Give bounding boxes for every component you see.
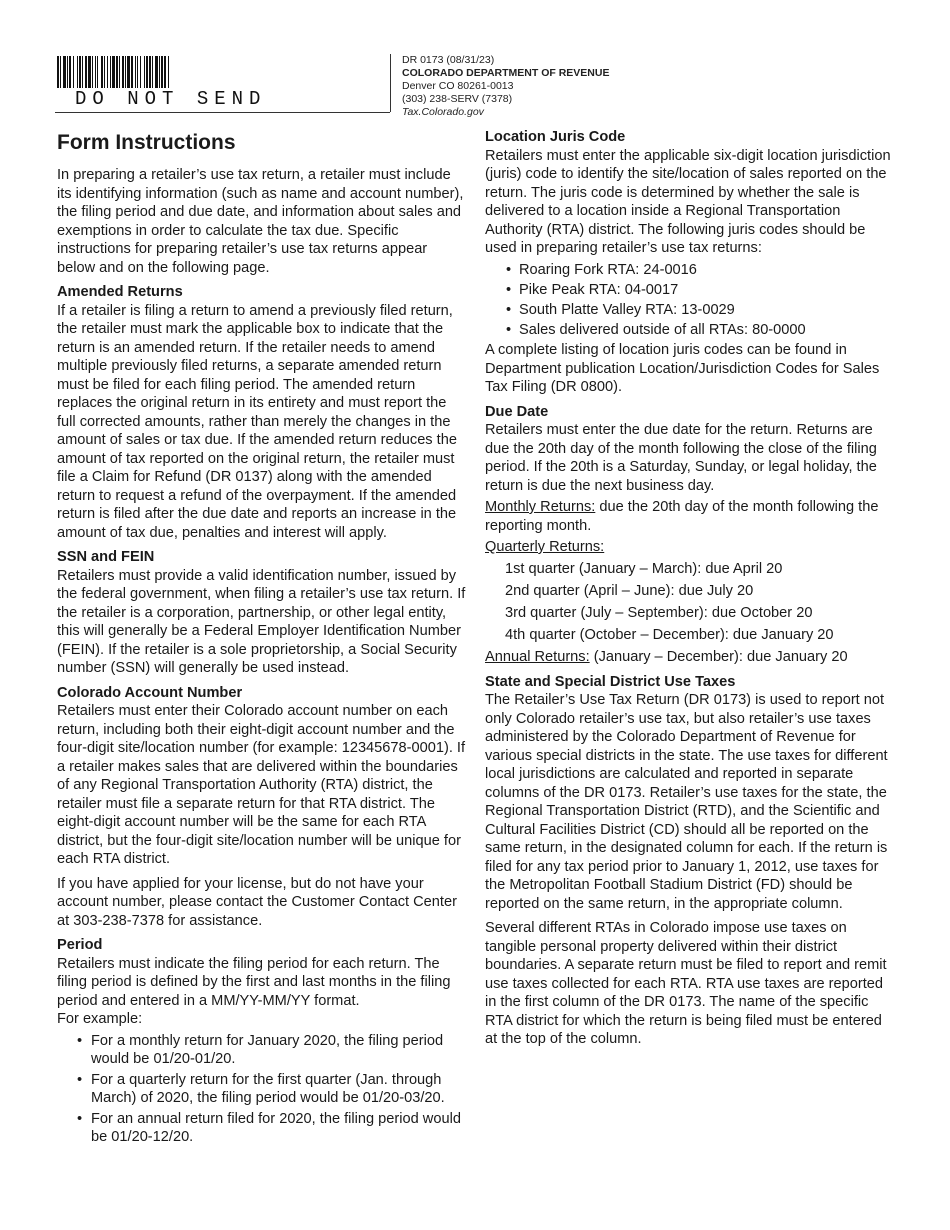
header-rule [55,112,390,113]
list-item: • South Platte Valley RTA: 13-0029 [485,301,897,320]
annual-returns [485,648,897,667]
quarterly-label: Quarterly Returns: [485,539,605,555]
special-heading: State and Special District Use Taxes [485,673,736,690]
special-rta-paragraph: Several different RTAs in Colorado impose use taxes on tangible personal property delivered within their district boundaries. A separate return must be filed to report and remit use taxes collected for each RTA. RTA use taxes are reported in the first column of the DR 0173. The name of the specific RTA district for which the return is being filed must be entered at the top of the column. [485,920,887,1047]
account-heading: Colorado Account Number [57,684,243,701]
quarter-item: 1st quarter (January – March): due April 20 [505,561,783,577]
header-divider [390,54,391,112]
period-heading: Period [57,937,103,953]
right-column [485,128,897,1049]
ssn-heading: SSN and FEIN [57,549,155,565]
quarterly-returns [485,538,897,557]
agency-block [402,54,609,119]
due-heading: Due Date [485,403,549,420]
juris-paragraph: Retailers must enter the applicable six-digit location jurisdiction (juris) code to identify the site/location of sales reported on the return. The juris code is determined by whether the sale is delivered to a location inside a Regional Transportation Authority (RTA) district. The following juris codes should be used in preparing retailer’s use tax returns: [485,147,891,256]
monthly-label: Monthly Returns: [485,499,596,515]
page-title: Form Instructions [57,131,236,154]
special-paragraph: The Retailer’s Use Tax Return (DR 0173) is used to report not only Colorado retailer’s use tax, but also retailer’s use taxes administered by the Colorado Department of Revenue for various special districts in the state. The use taxes for different local jurisdictions are calculated and reported in separate columns of the DR 0173. Retailer’s use taxes for the state, the Regional Transportation District (RTD), and the Scientific and Cultural Facilities District (CD) should all be reported on the same return, in the designated column for each. If the return is filed for any tax period prior to January 1, 2012, use taxes for the Metropolitan Football Stadium District (FD) should be reported on the same return, in the appropriate column. [485,692,888,912]
monthly-returns [485,498,897,535]
amended-heading: Amended Returns [57,284,183,300]
left-column [57,128,467,1149]
period-example-label: For example: [57,1011,143,1027]
juris-listing-paragraph: A complete listing of location juris codes can be found in Department publication Location/Jurisdiction Codes for Sales Tax Filing (DR 0800). [485,342,880,395]
quarter-item: 4th quarter (October – December): due January 20 [505,627,834,643]
account-contact-paragraph: If you have applied for your license, but do not have your account number, please contact the Customer Contact Center at 303-238-7378 for assistance. [57,875,457,929]
barcode [57,56,277,88]
agency-address: Denver CO 80261-0013 [402,80,514,92]
due-paragraph: Retailers must enter the due date for the return. Returns are due the 20th day of the month following the close of the filing period. If the 20th is a Saturday, Sunday, or legal holiday, the return is due the next business day. [485,422,877,494]
department-name: COLORADO DEPARTMENT OF REVENUE [402,67,610,79]
juris-heading: Location Juris Code [485,129,626,145]
form-id: DR 0173 (08/31/23) [402,54,495,66]
intro-paragraph: In preparing a retailer’s use tax return, a retailer must include its identifying information (such as name and account number), the filing period and due date, and information about sales and exemptions in order to calculate the tax due. Specific instructions for preparing retailer’s use tax returns appear below and on the following page. [57,167,464,276]
annual-label: Annual Returns: [485,649,590,665]
juris-codes [485,261,897,340]
list-item: • For a monthly return for January 2020, the filing period would be 01/20-01/20. [57,1032,467,1069]
ssn-paragraph: Retailers must provide a valid identification number, issued by the federal government, when filing a retailer’s use tax return. If the retailer is a corporation, partnership, or other legal entity, this will generally be a Federal Employer Identification Number (FEIN). If the retailer is a sole proprietorship, a Social Security number (SSN) will generally be used instead. [57,567,466,676]
list-item: • For an annual return filed for 2020, the filing period would be 01/20-12/20. [57,1110,467,1147]
amended-paragraph: If a retailer is filing a return to amend a previously filed return, the retailer must mark the applicable box to indicate that the return is an amended return. If the retailer needs to amend multiple previously filed returns, a separate amended return must be filed for each filing period. The amended return replaces the original return in its entirety and must report the full corrected amounts, rather than merely the changes in the amount of sales or tax due. If the amended return reduces the amount of tax reported on the original return, the retailer must file a Claim for Refund (DR 0137) along with the amended return to request a refund of the overpayment. If the amended return is filed after the due date and reports an increase in the amount of tax due, penalties and interest will apply. [57,302,457,541]
do-not-send-label: DO NOT SEND [75,88,267,110]
quarter-item: 3rd quarter (July – September): due October 20 [505,605,813,621]
list-item: • For a quarterly return for the first quarter (Jan. through March) of 2020, the filing period would be 01/20-03/20. [57,1071,467,1108]
annual-text: (January – December): due January 20 [589,649,848,665]
monthly-text: due the 20th day of the month following the reporting month. [485,499,879,534]
list-item: • Roaring Fork RTA: 24-0016 [485,261,897,280]
agency-phone: (303) 238-SERV (7378) [402,93,513,105]
list-item: • Sales delivered outside of all RTAs: 80-0000 [485,321,897,340]
quarter-item: 2nd quarter (April – June): due July 20 [505,583,754,599]
list-item: • Pike Peak RTA: 04-0017 [485,281,897,300]
barcode-bar [169,56,170,88]
account-paragraph: Retailers must enter their Colorado account number on each return, including both their eight-digit account number and the four-digit site/location number (for example: 12345678-0001). If a retailer makes sales that are delivered within the boundaries of any Regional Transportation Authority (RTA) district, the retailer must file a separate return for that RTA district. The eight-digit account number will be the same for each RTA district, but the four-digit site/location number will be unique for each RTA district. [57,703,466,867]
agency-website: Tax.Colorado.gov [402,106,484,118]
period-paragraph: Retailers must indicate the filing period for each return. The filing period is defined by the first and last months in the filing period and entered in a MM/YY-MM/YY format. [57,955,451,1009]
period-examples [57,1032,467,1147]
